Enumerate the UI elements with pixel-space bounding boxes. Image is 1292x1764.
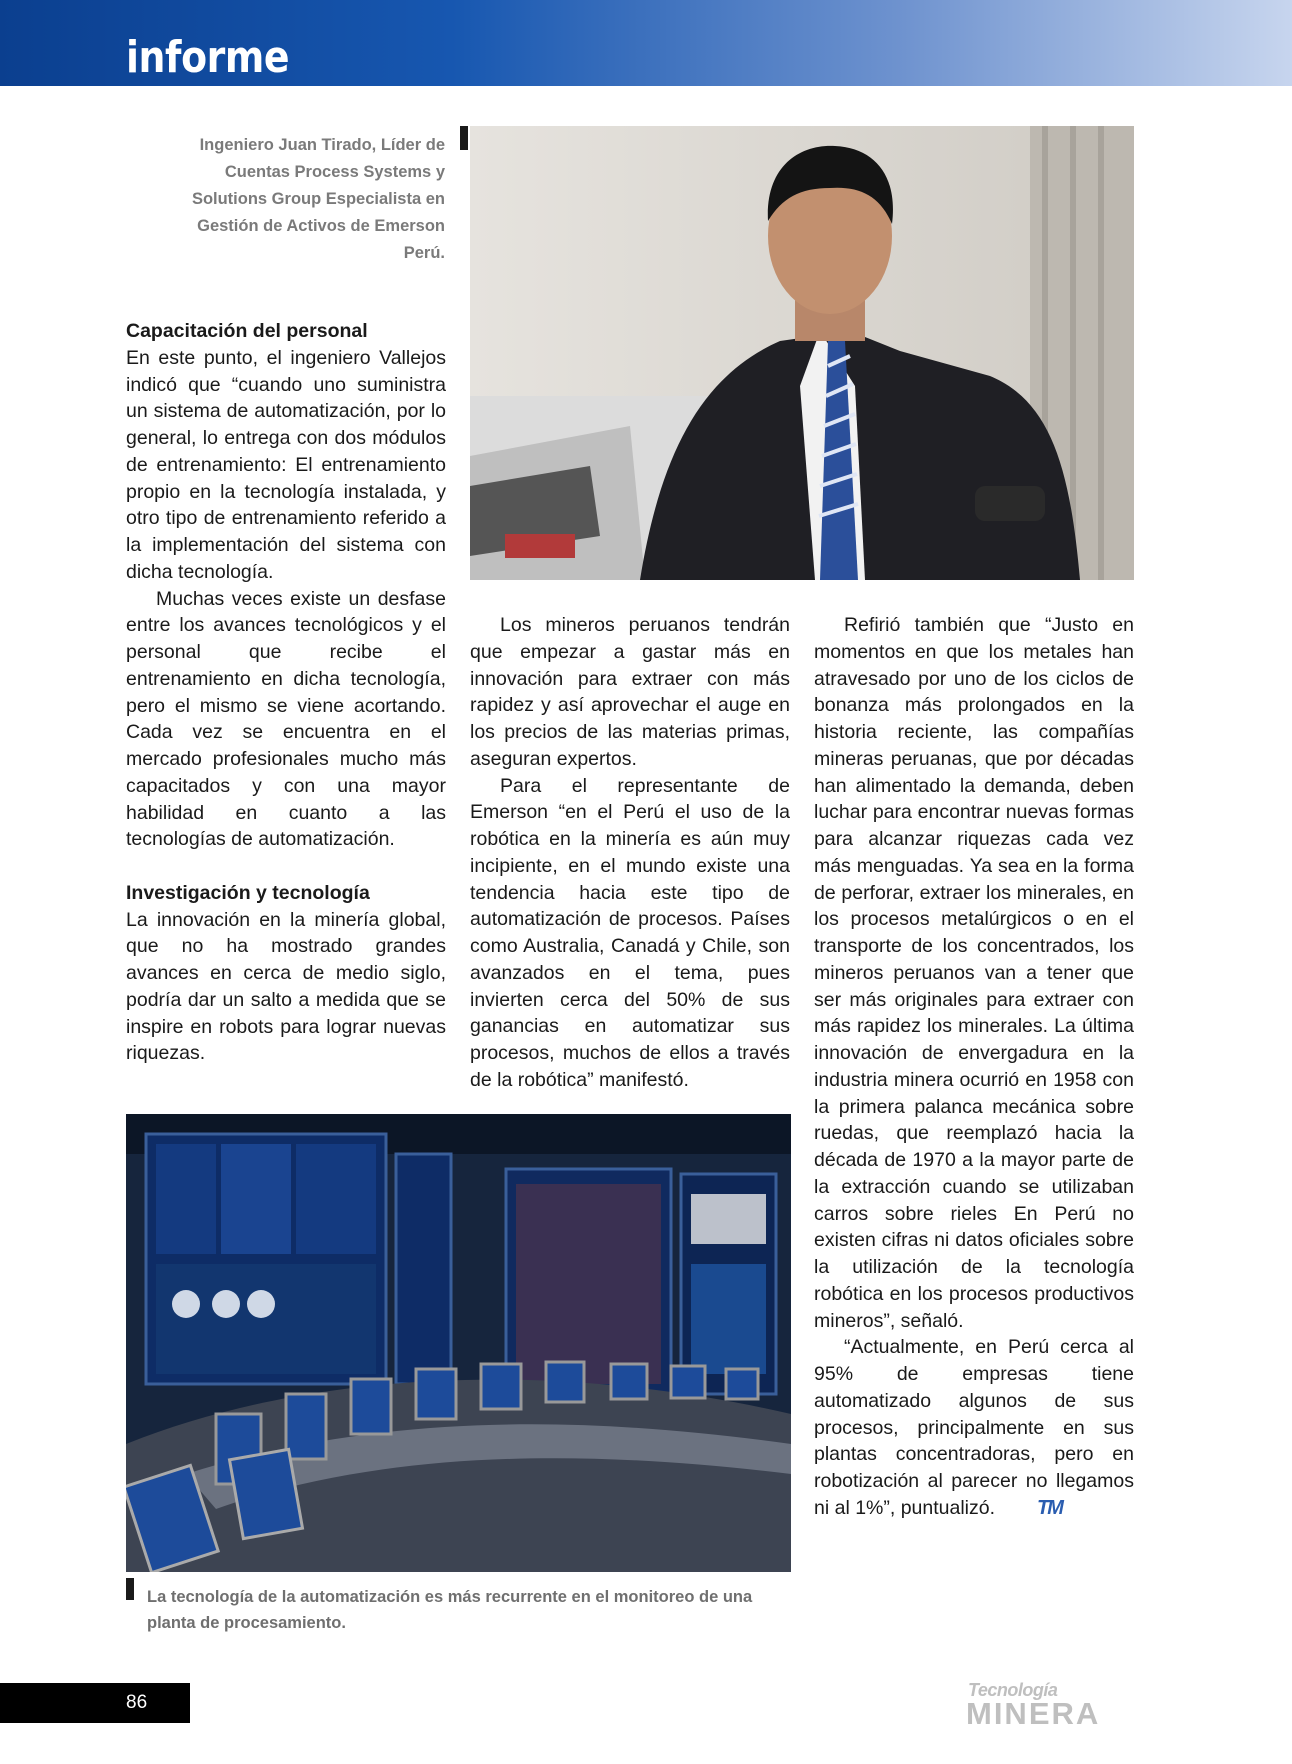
text-column-1: [126, 318, 446, 1067]
page-number: 86: [126, 1692, 148, 1713]
magazine-end-mark-icon: TM: [1037, 1496, 1062, 1519]
section-title: informe: [126, 32, 290, 83]
paragraph: Para el representante de Emerson “en el Perú el uso de la robótica en la minería es aún muy incipiente, en el mundo existe una tendencia hacia este tipo de automatización de procesos. Países como Australia, Canadá y Chile, son avanzados en el tema, pues invierten cerca del 50% de sus ganancias en automatizar sus procesos, muchos de ellos a través de la robótica” manifestó.: [470, 774, 790, 1091]
control-room-photo: [126, 1114, 791, 1572]
caption-marker: [460, 126, 468, 150]
photo-caption-top: Ingeniero Juan Tirado, Líder de Cuentas Process Systems y Solutions Group Especialista en Gestión de Activos de Emerson Perú.: [191, 136, 445, 262]
paragraph: Muchas veces existe un desfase entre los avances tecnológicos y el personal que recibe el entrenamiento en dicha tecnología, pero el mismo se viene acortando. Cada vez se encuentra en el mercado profesionales mucho más capacitados y con una mayor habilidad en cuanto a las tecnologías de automatización.: [126, 587, 446, 851]
paragraph: La innovación en la minería global, que no ha mostrado grandes avances en cerca de medio siglo, podría dar un salto a medida que se inspire en robots para lograr nuevas riquezas.: [126, 908, 446, 1065]
spacer: [126, 853, 446, 880]
paragraph: Los mineros peruanos tendrán que empezar a gastar más en innovación para extraer con más rapidez y así aprovechar el auge en los precios de las materias primas, aseguran expertos.: [470, 614, 790, 770]
caption-marker: [126, 1578, 134, 1600]
paragraph-text: “Actualmente, en Perú cerca al 95% de empresas tiene automatizado algunos de sus procesos, principalmente en sus plantas concentradoras, pero en robotización al parecer no llegamos ni al 1%”, puntualizó.: [814, 1336, 1134, 1519]
heading-capacitacion: Capacitación del personal: [126, 320, 368, 342]
paragraph: [814, 1334, 1134, 1521]
paragraph: En este punto, el ingeniero Vallejos indicó que “cuando uno suministra un sistema de automatización, por lo general, lo entrega con dos módulos de entrenamiento: El entrenamiento propio en la tecnología instalada, y otro tipo de entrenamiento referido a la implementación del sistema con dicha tecnología.: [126, 346, 446, 583]
logo-text-top: Tecnología: [968, 1680, 1058, 1700]
text-column-3: [814, 612, 1134, 1522]
text-column-2: [470, 612, 790, 1094]
heading-investigacion: Investigación y tecnología: [126, 881, 370, 904]
portrait-photo: [470, 126, 1134, 580]
photo-caption-bottom: La tecnología de la automatización es más recurrente en el monitoreo de una planta de procesamiento.: [147, 1588, 753, 1632]
paragraph: Refirió también que “Justo en momentos en que los metales han atravesado por uno de los ciclos de bonanza más prolongados en la historia reciente, las compañías mineras peruanas, que por décadas han alimentado la demanda, deben luchar para encontrar nuevas formas para alcanzar riquezas cada vez más menguadas. Ya sea en la forma de perforar, extraer los minerales, en los procesos metalúrgicos o en el transporte de los concentrados, los mineros peruanos van a tener que ser más originales para extraer con más rapidez los minerales. La última innovación de envergadura en la industria minera ocurrió en 1958 con la primera palanca mecánica sobre ruedas, que reemplazó hacia la década de 1970 a la mayor parte de la extracción cuando se utilizaban carros sobre rieles En Perú no existen cifras ni datos oficiales sobre la utilización de la tecnología robótica en los procesos productivos mineros”, señaló.: [814, 614, 1134, 1332]
page-number-box: [0, 1683, 190, 1723]
logo-text-bottom: MINERA: [966, 1696, 1101, 1731]
magazine-logo: [966, 1680, 1136, 1731]
